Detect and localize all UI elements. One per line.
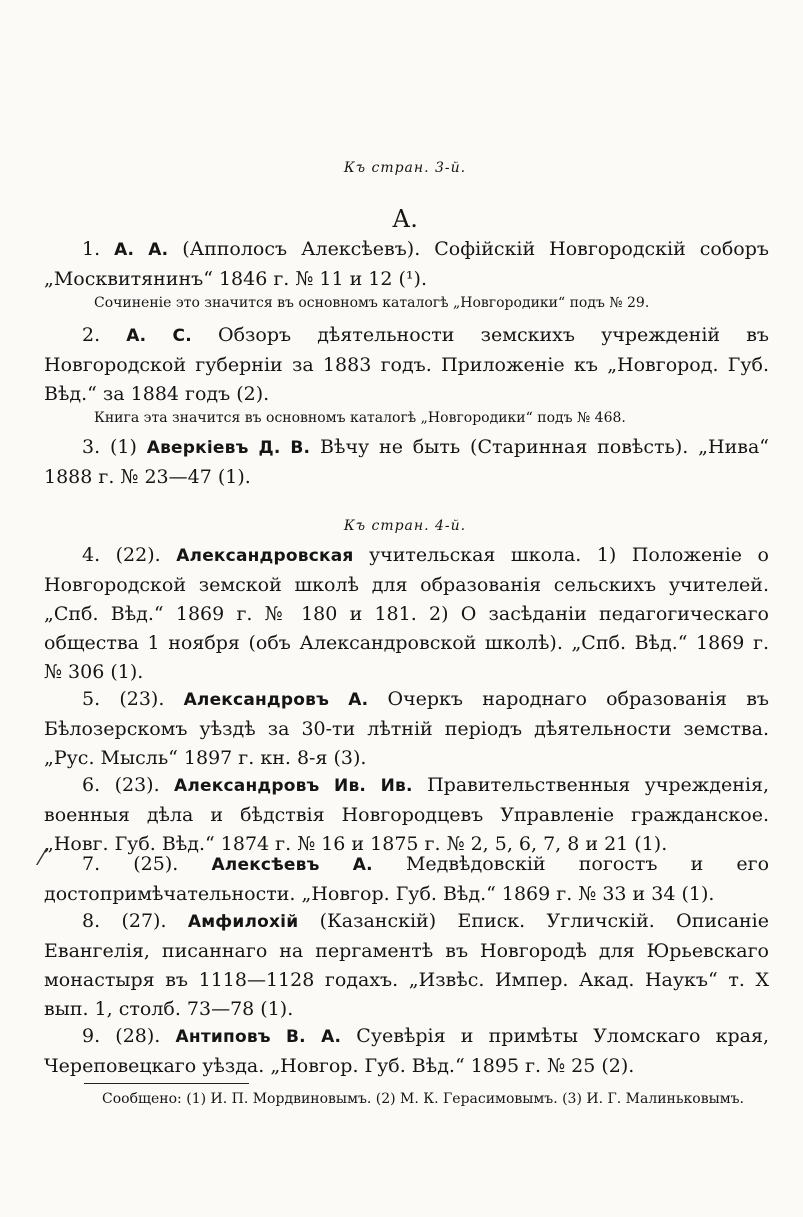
entry-number: 3. (1) bbox=[82, 436, 137, 458]
entry-number: 4. (22). bbox=[82, 544, 161, 566]
entry-number: 8. (27). bbox=[82, 910, 167, 932]
entry-text: Медвѣдовскій погостъ и его достопримѣчательности. „Новгор. Губ. Вѣд.“ 1869 г. № 33 и 34 (1). bbox=[44, 853, 770, 905]
entry-text: Очеркъ народнаго образованія въ Бѣлозерскомъ уѣздѣ за 30-ти лѣтній періодъ дѣятельности земства. „Рус. Мысль“ 1897 г. кн. 8-я (3). bbox=[44, 688, 769, 769]
entry-text: Вѣчу не быть (Старинная повѣсть). „Нива“ 1888 г. № 23—47 (1). bbox=[44, 436, 769, 488]
catalog-entry bbox=[44, 907, 769, 1024]
catalog-entry bbox=[44, 771, 769, 859]
catalog-entry bbox=[44, 541, 769, 687]
catalog-note: Сочиненіе это значится въ основномъ каталогѣ „Новгородики“ подъ № 29. bbox=[94, 295, 650, 311]
catalog-entry bbox=[44, 235, 769, 294]
entry-number: 5. (23). bbox=[82, 688, 165, 710]
entry-number: 7. (25). bbox=[82, 853, 179, 875]
catalog-note: Книга эта значится въ основномъ каталогѣ „Новгородики“ подъ № 468. bbox=[94, 410, 626, 426]
page-reference: Къ стран. 4-й. bbox=[343, 518, 467, 534]
catalog-entry bbox=[44, 850, 769, 909]
entry-text: Суевѣрія и примѣты Уломскаго края, Череповецкаго уѣзда. „Новгор. Губ. Вѣд.“ 1895 г. № 25 (2). bbox=[44, 1025, 769, 1077]
entry-author: Антиповъ В. А. bbox=[175, 1027, 342, 1047]
page-reference: Къ стран. 3-й. bbox=[343, 160, 467, 176]
entry-number: 6. (23). bbox=[82, 774, 160, 796]
catalog-entry bbox=[44, 685, 769, 773]
entry-text: Обзоръ дѣятельности земскихъ учрежденій въ Новгородской губерніи за 1883 годъ. Приложеніе къ „Новгород. Губ. Вѣд.“ за 1884 годъ (2). bbox=[44, 324, 770, 405]
catalog-entry bbox=[44, 433, 769, 492]
entry-author: Аверкіевъ Д. В. bbox=[146, 438, 311, 458]
section-letter: А. bbox=[392, 205, 418, 233]
entry-author: А. С. bbox=[126, 326, 192, 346]
pencil-mark-icon: ⁄ bbox=[40, 846, 44, 871]
entry-text: учительская школа. 1) Положеніе о Новгородской земской школѣ для образованія сельскихъ учителей. „Спб. Вѣд.“ 1869 г. № 180 и 181. 2) О засѣданіи педагогическаго общества 1 ноября (объ Александровской школѣ). „Спб. Вѣд.“ 1869 г. № 306 (1). bbox=[44, 544, 769, 683]
entry-author: Александровъ Ив. Ив. bbox=[174, 776, 413, 796]
entry-author: Алексѣевъ А. bbox=[211, 855, 373, 875]
entry-text: Правительственныя учрежденія, военныя дѣла и бѣдствія Новгородцевъ Управленіе гражданское. „Новг. Губ. Вѣд.“ 1874 г. № 16 и 1875 г. № 2, 5, 6, 7, 8 и 21 (1). bbox=[44, 774, 769, 855]
entry-text: (Апполосъ Алексѣевъ). Софійскій Новгородскій соборъ „Москвитянинъ“ 1846 г. № 11 и 12 (¹). bbox=[44, 238, 769, 290]
entry-author: Александровская bbox=[176, 546, 354, 566]
entry-number: 9. (28). bbox=[82, 1025, 161, 1047]
entry-author: Александровъ А. bbox=[183, 690, 369, 710]
catalog-entry bbox=[44, 1022, 769, 1081]
entry-author: Амфилохій bbox=[187, 912, 299, 932]
entry-number: 2. bbox=[82, 324, 101, 346]
footnote-divider bbox=[84, 1083, 249, 1084]
entry-author: А. А. bbox=[114, 240, 169, 260]
catalog-entry bbox=[44, 321, 769, 409]
entry-text: (Казанскій) Еписк. Угличскій. Описаніе Евангелія, писаннаго на пергаментѣ въ Новгородѣ для Юрьевскаго монастыря въ 1118—1128 годахъ. „Извѣс. Импер. Акад. Наукъ“ т. X вып. 1, столб. 73—78 (1). bbox=[44, 910, 770, 1020]
entry-number: 1. bbox=[82, 238, 101, 260]
footnote: Сообщено: (1) И. П. Мордвиновымъ. (2) М. К. Герасимовымъ. (3) И. Г. Малиньковымъ. bbox=[102, 1091, 744, 1107]
